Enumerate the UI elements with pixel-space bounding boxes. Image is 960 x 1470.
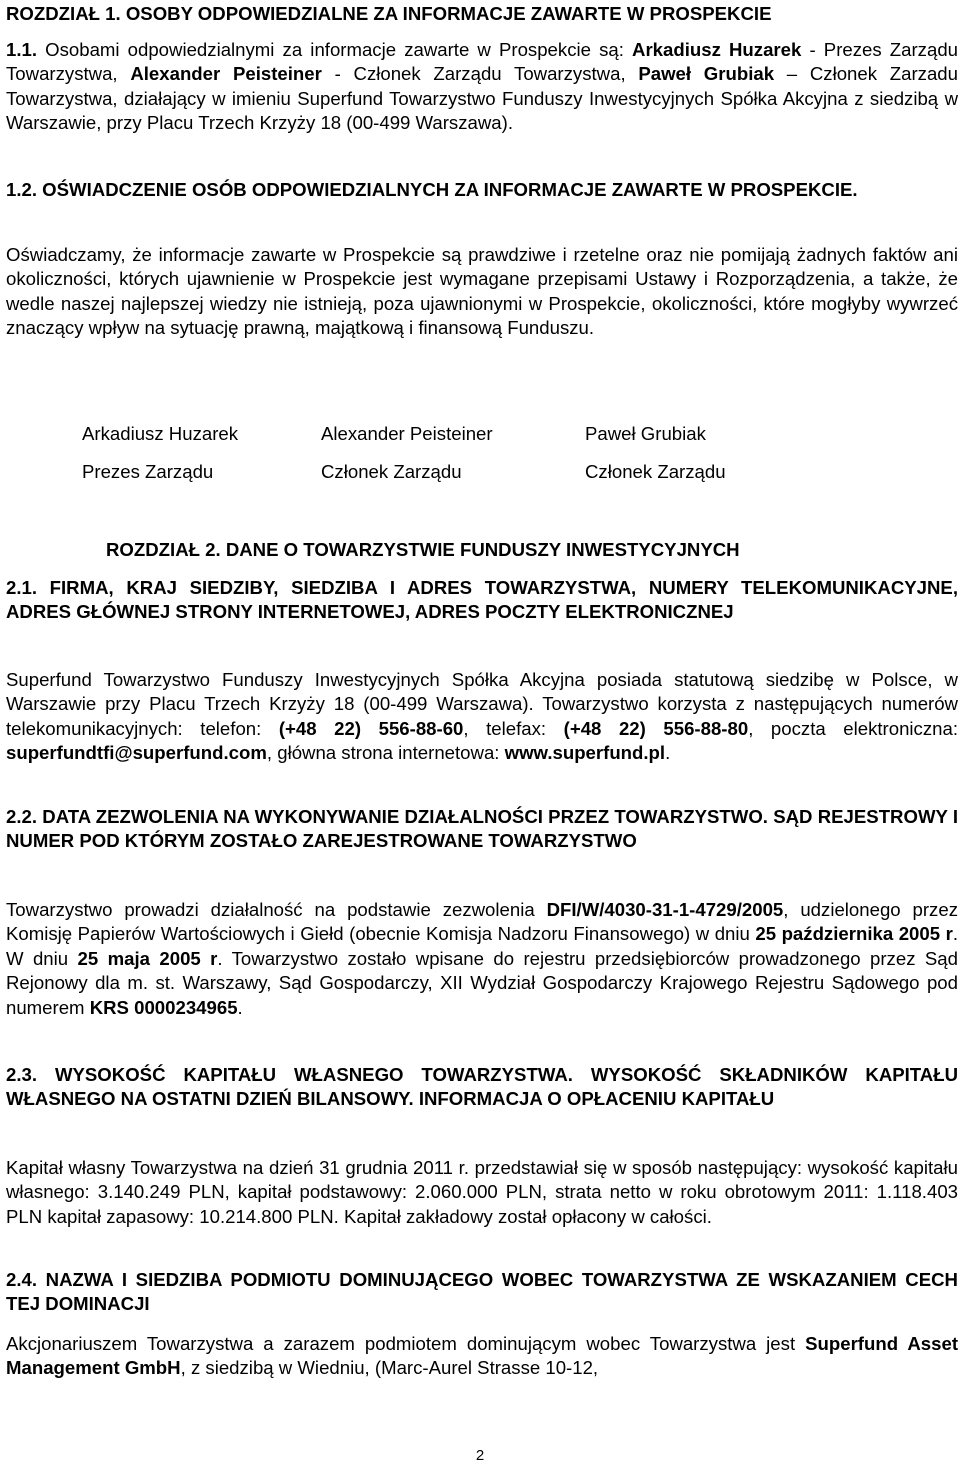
signature-name: Alexander Peisteiner [321, 423, 493, 444]
section-1-1-text-b: - Prezes Zarządu Towarzystwa, [6, 39, 958, 85]
section-2-4-heading: 2.4. NAZWA I SIEDZIBA PODMIOTU DOMINUJĄCEGO WOBEC TOWARZYSTWA ZE WSKAZANIEM CECH TEJ DOMINACJI [6, 1269, 958, 1315]
section-2-2-heading: 2.2. DATA ZEZWOLENIA NA WYKONYWANIE DZIAŁALNOŚCI PRZEZ TOWARZYSTWO. SĄD REJESTROWY I NUMER POD KTÓRYM ZOSTAŁO ZAREJESTROWANE TOWARZYSTWO [6, 806, 958, 852]
section-2-2-text-c: . W dniu [6, 923, 958, 969]
section-1-1-text-c: - Członek Zarządu Towarzystwa, [321, 63, 639, 85]
fax-number: (+48 22) 556-88-80 [563, 717, 749, 739]
section-2-1-paragraph [6, 668, 958, 766]
person-name-3: Paweł Grubiak [638, 63, 775, 85]
section-2-1-text-e: . [665, 742, 671, 764]
section-1-2-paragraph: Oświadczamy, że informacje zawarte w Prospekcie są prawdziwe i rzetelne oraz nie pomijają żadnych faktów ani okoliczności, których ujawnienie w Prospekcie jest wymagane przepisami Ustawy i Rozporządzenia, a także, że wedle naszej najlepszej wiedzy nie istnieją, poza ujawnionymi w Prospekcie, okoliczności, które mogłyby wywrzeć znaczący wpływ na sytuację prawną, majątkową i finansową Funduszu. [6, 244, 958, 339]
section-2-4-text-a: Akcjonariuszem Towarzystwa a zarazem podmiotem dominującym wobec Towarzystwa jest [6, 1333, 806, 1354]
page-number: 2 [475, 1447, 485, 1464]
section-2-2-paragraph [6, 898, 958, 1020]
section-2-2-text-e: . [237, 996, 243, 1018]
phone-number: (+48 22) 556-88-60 [278, 717, 464, 739]
email-address: superfundtfi@superfund.com [6, 742, 267, 764]
krs-number: KRS 0000234965 [89, 996, 238, 1018]
section-2-1-heading: 2.1. FIRMA, KRAJ SIEDZIBY, SIEDZIBA I ADRES TOWARZYSTWA, NUMERY TELEKOMUNIKACYJNE, ADRES GŁÓWNEJ STRONY INTERNETOWEJ, ADRES POCZTY ELEKTRONICZNEJ [6, 577, 958, 623]
section-2-2-text-b: , udzielonego przez Komisję Papierów Wartościowych i Giełd (obecnie Komisja Nadzoru Finansowego) w dniu [6, 899, 958, 945]
section-2-3-heading: 2.3. WYSOKOŚĆ KAPITAŁU WŁASNEGO TOWARZYSTWA. WYSOKOŚĆ SKŁADNIKÓW KAPITAŁU WŁASNEGO NA OSTATNI DZIEŃ BILANSOWY. INFORMACJA O OPŁACENIU KAPITAŁU [6, 1064, 958, 1110]
section-2-4-text-b: , z siedzibą w Wiedniu, (Marc-Aurel Strasse 10-12, [180, 1357, 599, 1379]
section-1-1-paragraph [6, 38, 958, 136]
section-2-2-text-d: . Towarzystwo zostało wpisane do rejestru przedsiębiorców prowadzonego przez Sąd Rejonowy dla m. st. Warszawy, Sąd Gospodarczy, XII Wydział Gospodarczy Krajowego Rejestru Sądowego pod numerem [6, 947, 958, 1018]
section-2-1-text-d: , główna strona internetowa: [266, 742, 505, 764]
chapter-1-title: ROZDZIAŁ 1. OSOBY ODPOWIEDZIALNE ZA INFORMACJE ZAWARTE W PROSPEKCIE [6, 3, 772, 24]
permit-date: 25 października 2005 r [755, 923, 953, 945]
permit-number: DFI/W/4030-31-1-4729/2005 [546, 899, 784, 920]
section-1-1-text-d: – Członek Zarzadu Towarzystwa, działający w imieniu Superfund Towarzystwo Funduszy Inwestycyjnych Spółka Akcyjna z siedzibą w Warszawie, przy Placu Trzech Krzyży 18 (00-499 Warszawa). [6, 63, 958, 134]
signature-name: Paweł Grubiak [585, 423, 706, 444]
section-2-1-text-b: , telefax: [463, 717, 564, 739]
signature-names-row [82, 422, 842, 446]
signature-role: Prezes Zarządu [82, 461, 214, 482]
person-name-2: Alexander Peisteiner [130, 63, 322, 85]
signature-role: Członek Zarządu [321, 461, 462, 482]
chapter-2-title: ROZDZIAŁ 2. DANE O TOWARZYSTWIE FUNDUSZY INWESTYCYJNYCH [106, 539, 740, 560]
signature-roles-row [82, 460, 842, 484]
signatures-block [82, 422, 842, 484]
signature-role: Członek Zarządu [585, 461, 726, 482]
section-2-4-paragraph [6, 1332, 958, 1381]
dominant-entity-name: Superfund Asset Management GmbH [6, 1333, 959, 1379]
section-2-3-paragraph: Kapitał własny Towarzystwa na dzień 31 grudnia 2011 r. przedstawiał się w sposób następujący: wysokość kapitału własnego: 3.140.249 PLN, kapitał podstawowy: 2.060.000 PLN, strata netto w roku obrotowym 2011: 1.118.403 PLN kapitał zapasowy: 10.214.800 PLN. Kapitał zakładowy został opłacony w całości. [6, 1157, 958, 1227]
person-name-1: Arkadiusz Huzarek [632, 39, 802, 60]
section-1-1-text-a: Osobami odpowiedzialnymi za informacje zawarte w Prospekcie są: [37, 39, 633, 60]
website-address: www.superfund.pl [504, 742, 666, 764]
section-1-1-number: 1.1. [6, 39, 38, 60]
section-2-1-text-a: Superfund Towarzystwo Funduszy Inwestycyjnych Spółka Akcyjna posiada statutową siedzibę w Polsce, w Warszawie przy Placu Trzech Krzyży 18 (00-499 Warszawa). Towarzystwo korzysta z następujących numerów telekomunikacyjnych: telefon: [6, 669, 958, 739]
signature-name: Arkadiusz Huzarek [82, 423, 239, 444]
section-2-2-text-a: Towarzystwo prowadzi działalność na podstawie zezwolenia [6, 899, 547, 920]
registration-date: 25 maja 2005 r [77, 947, 218, 969]
section-1-2-heading: 1.2. OŚWIADCZENIE OSÓB ODPOWIEDZIALNYCH ZA INFORMACJE ZAWARTE W PROSPEKCIE. [6, 179, 858, 200]
section-2-1-text-c: , poczta elektroniczna: [748, 717, 958, 739]
